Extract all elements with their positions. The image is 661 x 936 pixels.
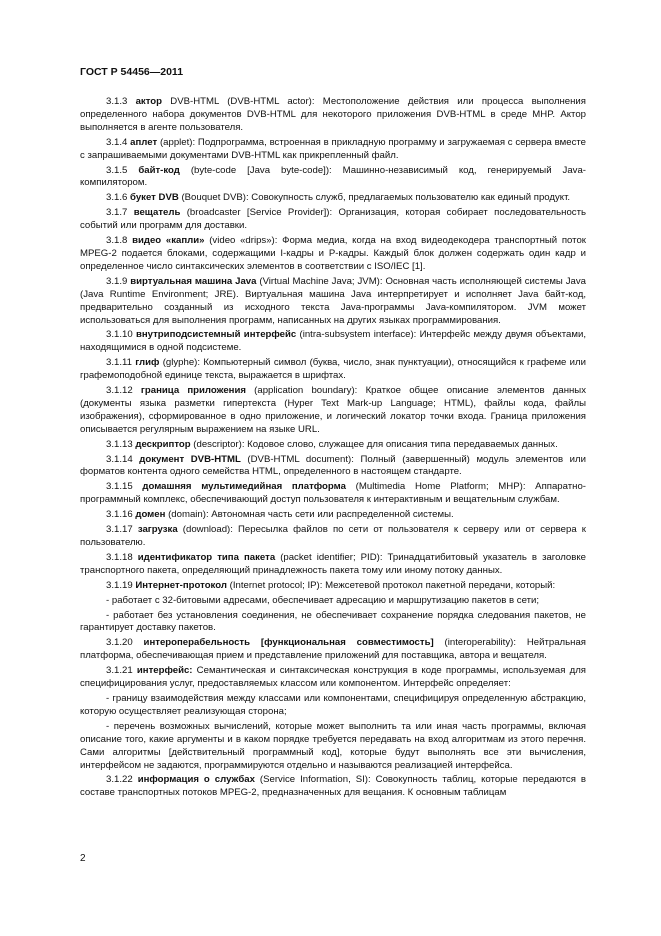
- definition-paragraph: [80, 192, 586, 205]
- definition-number: 3.1.8: [106, 235, 128, 247]
- list-item: - работает без установления соединения, не обеспечивает сохранение порядка следования пакетов, не гарантирует доставку пакетов.: [80, 609, 586, 634]
- definition-number: 3.1.21: [106, 665, 133, 677]
- definition-text: (Virtual Machine Java; JVM): Основная часть исполняющей системы Java (Java Runtime Environment; JRE). Виртуальная машина Java интерпретирует и исполняет Java байт-код, предварительно созданный из исходного текста Java-программы Java-компилятором. JVM может использоваться для выполнения программ, написанных на других языках программирования.: [80, 275, 586, 326]
- definition-paragraph: [80, 276, 586, 328]
- definition-term: граница приложения: [140, 385, 246, 397]
- definition-text: (packet identifier; PID): Тринадцатибитовый указатель в заголовке транспортного пакета, определяющий принадлежность пакета тому или иному потоку данных.: [80, 551, 586, 576]
- definition-text: (glyphe): Компьютерный символ (буква, число, знак пунктуации), относящийся к графеме или графемоподобной единице текста, выражается в шрифтах.: [80, 357, 586, 382]
- definition-term: загрузка: [137, 524, 178, 536]
- definition-number: 3.1.17: [106, 524, 133, 536]
- definition-number: 3.1.15: [106, 481, 133, 493]
- page-number: 2: [80, 853, 86, 864]
- definition-number: 3.1.9: [106, 275, 128, 287]
- definition-paragraph: [80, 357, 586, 383]
- list-item: - работает с 32-битовыми адресами, обеспечивает адресацию и маршрутизацию пакетов в сети;: [106, 594, 540, 606]
- definition-number: 3.1.11: [106, 357, 132, 369]
- definition-paragraph: [80, 637, 586, 663]
- definition-text: (download): Пересылка файлов по сети от пользователя к серверу или от сервера к пользователю.: [80, 524, 586, 548]
- definition-paragraph: [80, 454, 586, 480]
- definition-text: (Bouquet DVB): Совокупность служб, предлагаемых пользователю как единый продукт.: [178, 192, 571, 204]
- definition-number: 3.1.20: [106, 637, 133, 649]
- definition-text: (DVB-HTML document): Полный (завершенный) модуль элементов или форматов контента одного семейства HTML, определенного в настоящем стандарте.: [80, 453, 586, 478]
- definition-text: (video «drips»): Форма медиа, когда на вход видеодекодера транспортный поток MPEG-2 подается блоками, содержащими I-кадры и Р-кадры. Каждый блок должен содержать один кадр и определенное число синтаксических элементов в соответствии с ISO/IEC [1].: [80, 235, 587, 272]
- definition-paragraph: [80, 439, 586, 452]
- definition-text: (Multimedia Home Platform; MHP): Аппаратно-программный комплекс, обеспечивающий доступ пользователя к интерактивным и вещательным службам.: [80, 481, 586, 506]
- document-header: ГОСТ Р 54456—2011: [80, 66, 184, 78]
- definition-number: 3.1.18: [106, 551, 133, 563]
- definition-term: домен: [135, 509, 166, 521]
- definition-number: 3.1.14: [106, 453, 133, 465]
- definition-paragraph: [80, 385, 586, 437]
- definition-term: информация о службах: [137, 774, 255, 786]
- definition-text: (broadcaster [Service Provider]): Организация, которая собирает последовательность событий или программ для доставки.: [80, 207, 586, 232]
- definition-paragraph: [80, 329, 586, 355]
- definition-term: домашняя мультимедийная платформа: [142, 481, 346, 493]
- definition-number: 3.1.3: [106, 96, 128, 107]
- definition-text: (application boundary): Краткое общее описание элементов данных (документы языка разметки гипертекста (Hyper Text Mark-up Language; HTML), файлы кода, файлы изображения), сформированное в одно приложение, и логический локатор точки входа. Граница приложения описывается регулярным выражением на языке URL.: [80, 385, 586, 435]
- definition-term: интерфейс:: [136, 665, 193, 677]
- definition-text: (byte-code [Java byte-code]): Машинно-независимый код, генерируемый Java-компилятором.: [80, 164, 586, 189]
- definition-text: Семантическая и синтаксическая конструкция в коде программы, используемая для специфицирования услуг, предоставляемых классом или компонентом. Интерфейс определяет:: [80, 665, 586, 690]
- definition-paragraph: [80, 481, 586, 507]
- definition-text: (Internet protocol; IP): Межсетевой протокол пакетной передачи, который:: [226, 579, 556, 591]
- definition-text: (domain): Автономная часть сети или распределенной системы.: [165, 509, 454, 521]
- definition-term: виртуальная машина Java: [130, 275, 257, 287]
- definition-number: 3.1.5: [106, 164, 128, 176]
- definition-term: интероперабельность [функциональная совместимость]: [143, 637, 434, 649]
- definition-term: идентификатор типа пакета: [137, 551, 276, 563]
- definition-paragraph: [80, 235, 586, 274]
- definition-number: 3.1.19: [106, 579, 133, 591]
- definition-paragraph: [80, 165, 586, 191]
- definition-text: DVB-HTML (DVB-HTML actor): Местоположение действия или процесса выполнения определенного набора документов DVB-HTML для некоторого приложения DVB-HTML в среде MHP. Актор выполняется в агенте пользователя.: [80, 96, 586, 133]
- definition-term: видео «капли»: [132, 235, 205, 247]
- definition-text: (applet): Подпрограмма, встроенная в прикладную программу и загружаемая с сервера вместе с запрашиваемыми документами DVB-HTML как прикрепленный файл.: [80, 136, 586, 161]
- definition-number: 3.1.6: [106, 192, 128, 204]
- definition-paragraph: [80, 552, 586, 578]
- definition-number: 3.1.10: [106, 329, 133, 341]
- definition-paragraph: [80, 665, 586, 691]
- definition-paragraph: [80, 509, 586, 522]
- definition-term: дескриптор: [135, 438, 191, 450]
- definition-term: Интернет-протокол: [135, 579, 227, 591]
- definition-number: 3.1.16: [106, 509, 133, 521]
- definition-paragraph: [80, 524, 586, 550]
- definition-term: вещатель: [133, 207, 181, 219]
- definition-number: 3.1.7: [106, 207, 128, 219]
- definition-number: 3.1.22: [106, 774, 133, 786]
- definition-paragraph: [80, 96, 586, 135]
- definition-text: (descriptor): Кодовое слово, служащее для описания типа передаваемых данных.: [190, 438, 558, 450]
- definition-number: 3.1.4: [106, 136, 128, 148]
- definition-term: актор: [135, 96, 163, 107]
- definition-term: глиф: [135, 357, 160, 369]
- definition-term: байт-код: [138, 164, 180, 176]
- definition-term: внутриподсистемный интерфейс: [135, 329, 297, 341]
- definition-paragraph: [80, 207, 586, 233]
- definition-number: 3.1.13: [106, 438, 133, 450]
- definition-term: аплет: [130, 136, 158, 148]
- definition-number: 3.1.12: [106, 385, 133, 397]
- list-item: - перечень возможных вычислений, которые может выполнить та или иная часть программы, включая описание того, какие аргументы и в каком порядке требуется передавать на вход алгоритмам из этого перечня. Сами алгоритмы [действительный программный код], которые будут выполнять все эти вычисления, интерфейсом не задаются, программируются отдельно и называются реализацией интерфейса.: [80, 720, 586, 771]
- definition-text: (interoperability): Нейтральная платформа, обеспечивающая прием и представление приложений для поставщика, автора и вещателя.: [80, 637, 586, 662]
- definition-term: букет DVB: [130, 192, 179, 204]
- definition-paragraph: [80, 580, 586, 593]
- definition-paragraph: [80, 774, 586, 800]
- list-item: - границу взаимодействия между классами или компонентами, специфицируя определенную абстракцию, которую осуществляет реализующая сторона;: [80, 692, 586, 717]
- definition-term: документ DVB-HTML: [139, 453, 241, 465]
- definition-text: (Service Information, SI): Совокупность таблиц, которые передаются в составе транспортных потоков MPEG-2, предназначенных для вещания. К основным таблицам: [80, 774, 586, 799]
- definition-paragraph: [80, 137, 586, 163]
- definition-text: (intra-subsystem interface): Интерфейс между двумя объектами, находящимися в одной подсистеме.: [80, 329, 586, 354]
- document-body: [80, 96, 586, 802]
